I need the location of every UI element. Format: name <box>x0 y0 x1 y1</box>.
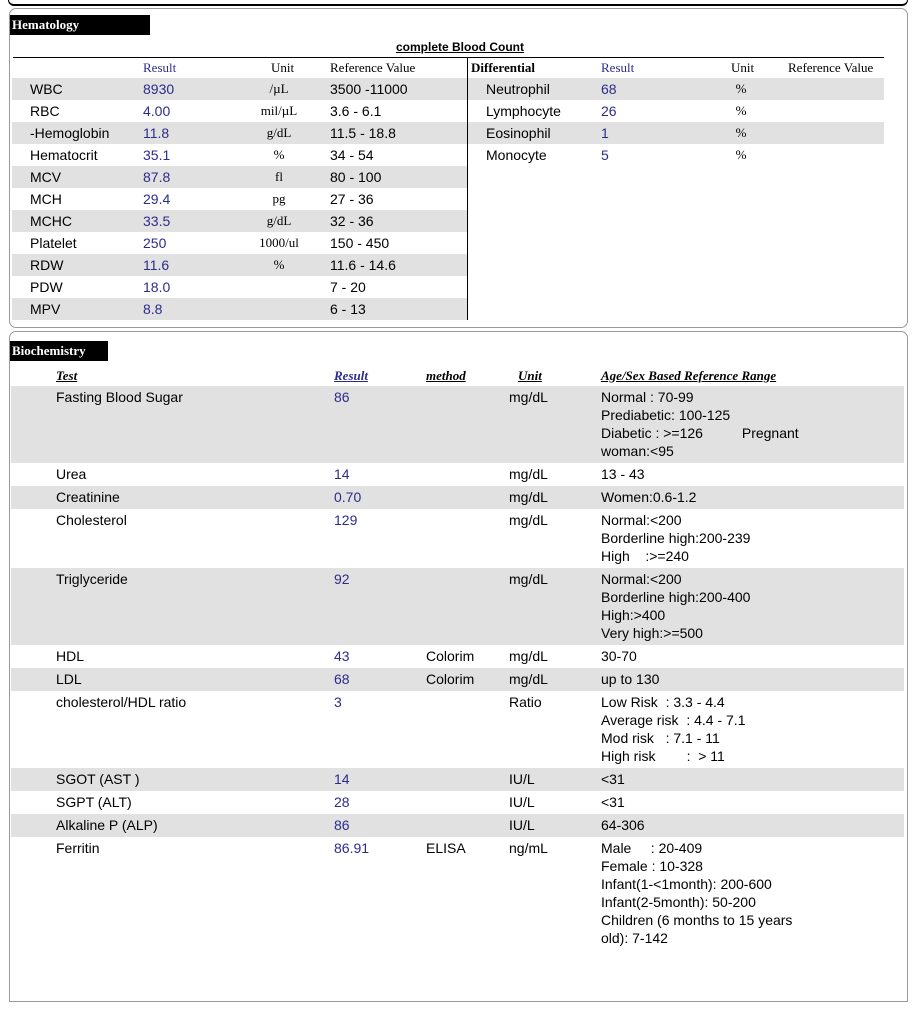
bio-result: 14 <box>334 771 350 787</box>
cbc-unit: g/dL <box>266 125 292 140</box>
cbc-test: Hematocrit <box>30 147 98 163</box>
cbc-ref: 6 - 13 <box>330 301 366 317</box>
cbc-row <box>12 188 467 210</box>
bio-range <box>601 770 861 788</box>
bio-range <box>601 465 861 483</box>
bio-result: 129 <box>334 512 358 528</box>
cbc-ref: 34 - 54 <box>330 147 374 163</box>
diff-result: 26 <box>601 103 617 119</box>
cbc-unit: /µL <box>269 81 289 96</box>
diff-unit: % <box>735 103 747 118</box>
cbc-row <box>12 276 467 298</box>
bio-range-line: Infant(2-5month): 50-200 <box>601 894 756 910</box>
diff-row <box>468 144 884 166</box>
bio-range-line: Low Risk : 3.3 - 4.4 <box>601 694 725 710</box>
cbc-test: MCH <box>30 191 62 207</box>
bio-range-line: 13 - 43 <box>601 466 645 482</box>
cbc-unit: 1000/ul <box>259 235 299 250</box>
cbc-row <box>12 210 467 232</box>
diff-unit: % <box>735 81 747 96</box>
cbc-result: 33.5 <box>143 213 171 229</box>
bio-range <box>601 388 861 460</box>
cbc-unit: mil/µL <box>260 103 298 118</box>
cbc-row <box>12 232 467 254</box>
cbc-row <box>12 298 467 320</box>
cbc-result: 35.1 <box>143 147 171 163</box>
bio-row <box>11 691 904 768</box>
bio-range-line: Very high:>=500 <box>601 625 703 641</box>
bio-range-line: High:>400 <box>601 607 666 623</box>
diff-row <box>468 122 884 144</box>
bio-header-method: method <box>426 368 466 383</box>
bio-test: Fasting Blood Sugar <box>56 389 183 405</box>
bio-range-line: Borderline high:200-400 <box>601 589 751 605</box>
cbc-header-row <box>10 58 467 78</box>
cbc-ref: 32 - 36 <box>330 213 374 229</box>
bio-row <box>11 509 904 568</box>
bio-result: 43 <box>334 648 350 664</box>
cbc-header-ref: Reference Value <box>330 60 416 75</box>
diff-test: Monocyte <box>486 147 547 163</box>
bio-range-line: up to 130 <box>601 671 660 687</box>
bio-unit: ng/mL <box>509 840 548 856</box>
hematology-panel <box>9 8 908 328</box>
cbc-header-result: Result <box>143 60 177 75</box>
bio-header-result: Result <box>334 368 368 383</box>
bio-unit: mg/dL <box>509 512 548 528</box>
diff-test: Lymphocyte <box>486 103 561 119</box>
bio-test: Urea <box>56 466 87 482</box>
bio-range <box>601 570 861 642</box>
bio-result: 68 <box>334 671 350 687</box>
bio-unit: mg/dL <box>509 466 548 482</box>
bio-result: 0.70 <box>334 489 362 505</box>
bio-range <box>601 670 861 688</box>
cbc-unit: g/dL <box>266 213 292 228</box>
bio-range-line: old): 7-142 <box>601 930 668 946</box>
diff-row <box>468 100 884 122</box>
diff-header-test: Differential <box>471 60 536 75</box>
bio-unit: mg/dL <box>509 648 548 664</box>
bio-range <box>601 511 861 565</box>
bio-range-line: Normal:<200 <box>601 571 682 587</box>
bio-row <box>11 645 904 668</box>
cbc-test: MCV <box>30 169 62 185</box>
diff-result: 5 <box>601 147 609 163</box>
cbc-ref: 150 - 450 <box>330 235 390 251</box>
bio-row <box>11 668 904 691</box>
diff-header-result: Result <box>601 60 635 75</box>
bio-row <box>11 791 904 814</box>
cbc-ref: 3500 -11000 <box>330 81 408 97</box>
cbc-unit: % <box>273 257 285 272</box>
cbc-result: 250 <box>143 235 167 251</box>
bio-range-line: <31 <box>601 771 625 787</box>
cbc-test: MPV <box>30 301 61 317</box>
bio-result: 14 <box>334 466 350 482</box>
cbc-result: 29.4 <box>143 191 171 207</box>
bio-test: Creatinine <box>56 489 120 505</box>
cbc-row <box>12 166 467 188</box>
cbc-test: PDW <box>30 279 63 295</box>
bio-range <box>601 839 861 947</box>
cbc-row <box>12 78 467 100</box>
bio-result: 92 <box>334 571 350 587</box>
bio-range-line: 64-306 <box>601 817 645 833</box>
cbc-ref: 27 - 36 <box>330 191 374 207</box>
bio-unit: mg/dL <box>509 389 548 405</box>
cbc-result: 11.8 <box>143 125 170 141</box>
bio-unit: Ratio <box>509 694 542 710</box>
bio-row <box>11 386 904 463</box>
bio-range-line: Children (6 months to 15 years <box>601 912 793 928</box>
bio-test: LDL <box>56 671 82 687</box>
cbc-row <box>12 254 467 276</box>
cbc-row <box>12 100 467 122</box>
bio-method: Colorim <box>426 648 475 664</box>
bio-result: 86 <box>334 817 350 833</box>
hematology-title: Hematology <box>10 15 150 35</box>
cbc-ref: 3.6 - 6.1 <box>330 103 382 119</box>
diff-header-unit: Unit <box>731 60 755 75</box>
cbc-result: 11.6 <box>143 257 170 273</box>
cbc-test: Platelet <box>30 235 77 251</box>
cbc-result: 4.00 <box>143 103 171 119</box>
cbc-unit: pg <box>272 191 286 206</box>
diff-test: Neutrophil <box>486 81 550 97</box>
bio-result: 28 <box>334 794 350 810</box>
bio-range-line: 30-70 <box>601 648 637 664</box>
bio-row <box>11 837 904 950</box>
diff-unit: % <box>735 147 747 162</box>
bio-range-line: Female : 10-328 <box>601 858 703 874</box>
cbc-unit: fl <box>275 169 283 184</box>
bio-range-line: Infant(1-<1month): 200-600 <box>601 876 772 892</box>
diff-header-ref: Reference Value <box>788 60 874 75</box>
bio-range-line: Normal : 70-99 <box>601 389 694 405</box>
diff-test: Eosinophil <box>486 125 551 141</box>
bio-range-line: Male : 20-409 <box>601 840 703 856</box>
bio-range-line: woman:<95 <box>601 443 674 459</box>
cbc-test: MCHC <box>30 213 72 229</box>
bio-header-unit: Unit <box>518 368 542 383</box>
cbc-test: RBC <box>30 103 60 119</box>
biochemistry-panel <box>9 331 908 1002</box>
bio-range <box>601 647 861 665</box>
cbc-ref: 7 - 20 <box>330 279 366 295</box>
bio-range-line: Normal:<200 <box>601 512 682 528</box>
bio-test: Alkaline P (ALP) <box>56 817 158 833</box>
cbc-ref: 11.5 - 18.8 <box>330 125 396 141</box>
cbc-test: RDW <box>30 257 64 273</box>
diff-header-row <box>468 58 884 78</box>
bio-row <box>11 568 904 645</box>
bio-range-line: Mod risk : 7.1 - 11 <box>601 730 720 746</box>
bio-range-line: Borderline high:200-239 <box>601 530 751 546</box>
cbc-ref: 11.6 - 14.6 <box>330 257 396 273</box>
bio-range-line: High risk : > 11 <box>601 748 725 764</box>
bio-range-line: Average risk : 4.4 - 7.1 <box>601 712 746 728</box>
cbc-ref: 80 - 100 <box>330 169 382 185</box>
biochemistry-title: Biochemistry <box>10 341 108 361</box>
bio-unit: IU/L <box>509 771 535 787</box>
diff-row <box>468 78 884 100</box>
diff-unit: % <box>735 125 747 140</box>
bio-row <box>11 486 904 509</box>
bio-result: 86.91 <box>334 840 370 856</box>
bio-range-line: Diabetic : >=126 Pregnant <box>601 425 799 441</box>
bio-range-line: <31 <box>601 794 625 810</box>
bio-header-test: Test <box>56 368 78 383</box>
bio-range <box>601 816 861 834</box>
bio-test: cholesterol/HDL ratio <box>56 694 187 710</box>
bio-method: Colorim <box>426 671 475 687</box>
bio-range-line: High :>=240 <box>601 548 689 564</box>
bio-row <box>11 768 904 791</box>
bio-range <box>601 693 861 765</box>
bio-range <box>601 488 861 506</box>
bio-test: Cholesterol <box>56 512 127 528</box>
bio-test: SGOT (AST ) <box>56 771 140 787</box>
bio-row <box>11 814 904 837</box>
diff-result: 68 <box>601 81 617 97</box>
cbc-unit: % <box>273 147 285 162</box>
cbc-header-unit: Unit <box>271 60 295 75</box>
cbc-result: 87.8 <box>143 169 171 185</box>
bio-test: Ferritin <box>56 840 100 856</box>
cbc-result: 8930 <box>143 81 175 97</box>
bio-range-line: Prediabetic: 100-125 <box>601 407 731 423</box>
bio-test: SGPT (ALT) <box>56 794 132 810</box>
cbc-result: 18.0 <box>143 279 171 295</box>
bio-method: ELISA <box>426 840 466 856</box>
bio-unit: mg/dL <box>509 571 548 587</box>
bio-test: HDL <box>56 648 85 664</box>
bio-result: 3 <box>334 694 342 710</box>
cbc-row <box>12 122 467 144</box>
bio-unit: mg/dL <box>509 489 548 505</box>
page-top-border <box>8 0 908 6</box>
bio-test: Triglyceride <box>56 571 128 587</box>
bio-range <box>601 793 861 811</box>
cbc-row <box>12 144 467 166</box>
bio-unit: IU/L <box>509 794 535 810</box>
cbc-title: complete Blood Count <box>396 40 524 54</box>
bio-unit: mg/dL <box>509 671 548 687</box>
cbc-test: -Hemoglobin <box>30 125 110 141</box>
bio-header-row <box>11 365 904 385</box>
diff-result: 1 <box>601 125 609 141</box>
bio-row <box>11 463 904 486</box>
bio-header-range: Age/Sex Based Reference Range <box>601 368 777 383</box>
bio-range-line: Women:0.6-1.2 <box>601 489 697 505</box>
cbc-test: WBC <box>30 81 63 97</box>
bio-result: 86 <box>334 389 350 405</box>
cbc-result: 8.8 <box>143 301 163 317</box>
bio-unit: IU/L <box>509 817 535 833</box>
